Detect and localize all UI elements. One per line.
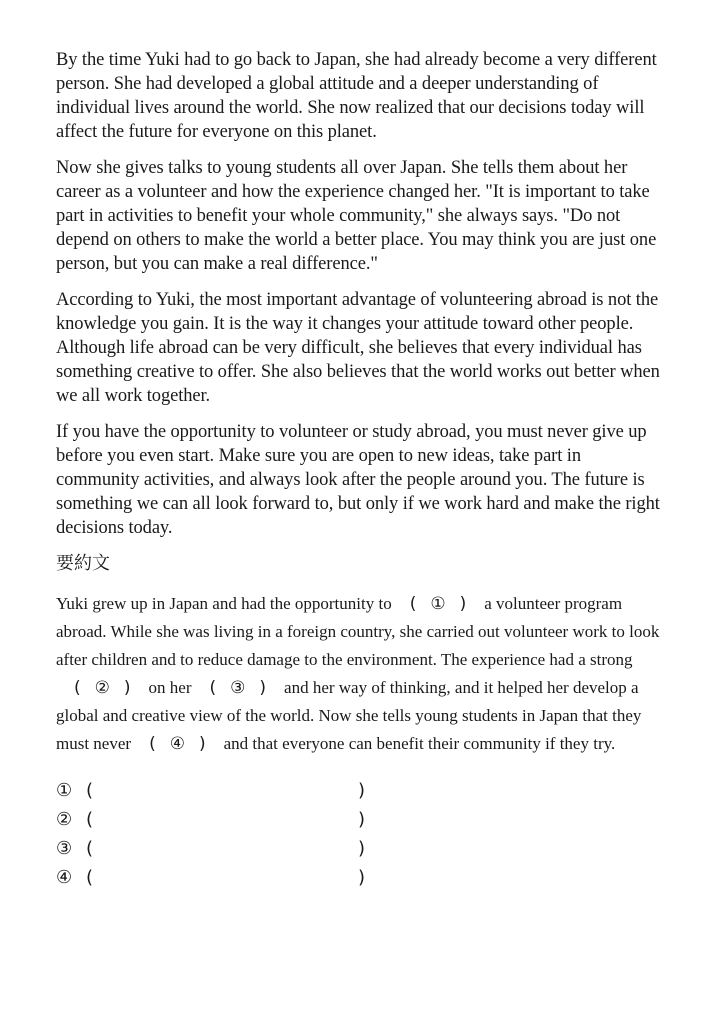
answer-field-1[interactable] <box>104 779 358 804</box>
summary-blank-1 <box>392 590 485 618</box>
summary-text-4: and her way of thinking, and it helped her develop a global and creative view of the world. Now she tells young students in Japan that they must never <box>56 678 642 753</box>
worksheet-page <box>56 48 668 892</box>
close-bracket: ) <box>259 678 267 698</box>
answer-number-1: ① <box>56 780 73 801</box>
blank-number-1: ① <box>430 594 446 614</box>
blank-number-2: ② <box>94 678 110 698</box>
answer-list <box>56 776 668 892</box>
answer-row-2 <box>56 805 668 834</box>
summary-text-1: Yuki grew up in Japan and had the opportunity to <box>56 594 392 613</box>
summary-text-5: and that everyone can benefit their community if they try. <box>223 734 616 753</box>
answer-field-3[interactable] <box>104 837 358 862</box>
passage-paragraph-3: According to Yuki, the most important advantage of volunteering abroad is not the knowledge you gain. It is the way it changes your attitude toward other people. Although life abroad can be very difficult, she believes that every individual has something creative to offer. She also believes that the world works out better when we all work together. <box>56 290 660 406</box>
open-bracket: ( <box>409 594 417 614</box>
answer-number-2: ② <box>56 809 73 830</box>
summary-paragraph <box>56 590 668 758</box>
answer-row-3 <box>56 834 668 863</box>
summary-blank-3 <box>192 674 285 702</box>
summary-text-2: a volunteer program abroad. While she was living in a foreign country, she carried out volunteer work to look after children and to reduce damage to the environment. The experience had a strong <box>56 594 660 669</box>
passage-paragraph-4: If you have the opportunity to volunteer or study abroad, you must never give up before you even start. Make sure you are open to new ideas, take part in community activities, and always look after the people around you. The future is something we can all look forward to, but only if we work hard and make the right decisions today. <box>56 422 660 538</box>
summary-text-3: on her <box>148 678 192 697</box>
answer-close-bracket: ) <box>358 809 366 830</box>
passage-paragraph-2: Now she gives talks to young students all over Japan. She tells them about her career as a volunteer and how the experience changed her. "It is important to take part in activities to benefit your whole community," she always says. "Do not depend on others to make the world a better place. You may think you are just one person, but you can make a real difference." <box>56 158 657 274</box>
close-bracket: ) <box>123 678 131 698</box>
close-bracket: ) <box>198 734 206 754</box>
summary-heading: 要約文 <box>56 553 110 574</box>
answer-field-4[interactable] <box>104 866 358 891</box>
answer-close-bracket: ) <box>358 780 366 801</box>
answer-open-bracket: ( <box>86 809 94 830</box>
answer-number-4: ④ <box>56 867 73 888</box>
open-bracket: ( <box>74 678 81 698</box>
answer-open-bracket: ( <box>86 780 94 801</box>
blank-number-3: ③ <box>230 678 246 698</box>
answer-field-2[interactable] <box>104 808 358 833</box>
answer-number-3: ③ <box>56 838 73 859</box>
answer-open-bracket: ( <box>86 867 94 888</box>
summary-blank-4 <box>131 730 224 758</box>
summary-blank-2 <box>56 674 149 702</box>
answer-row-4 <box>56 863 668 892</box>
open-bracket: ( <box>209 678 217 698</box>
answer-open-bracket: ( <box>86 838 94 859</box>
answer-close-bracket: ) <box>358 867 366 888</box>
close-bracket: ) <box>459 594 467 614</box>
answer-close-bracket: ) <box>358 838 366 859</box>
blank-number-4: ④ <box>169 734 185 754</box>
passage-paragraph-1: By the time Yuki had to go back to Japan, she had already become a very different person. She had developed a global attitude and a deeper understanding of individual lives around the world. She now realized that our decisions today will affect the future for everyone on this planet. <box>56 50 657 142</box>
answer-row-1 <box>56 776 668 805</box>
open-bracket: ( <box>149 734 156 754</box>
